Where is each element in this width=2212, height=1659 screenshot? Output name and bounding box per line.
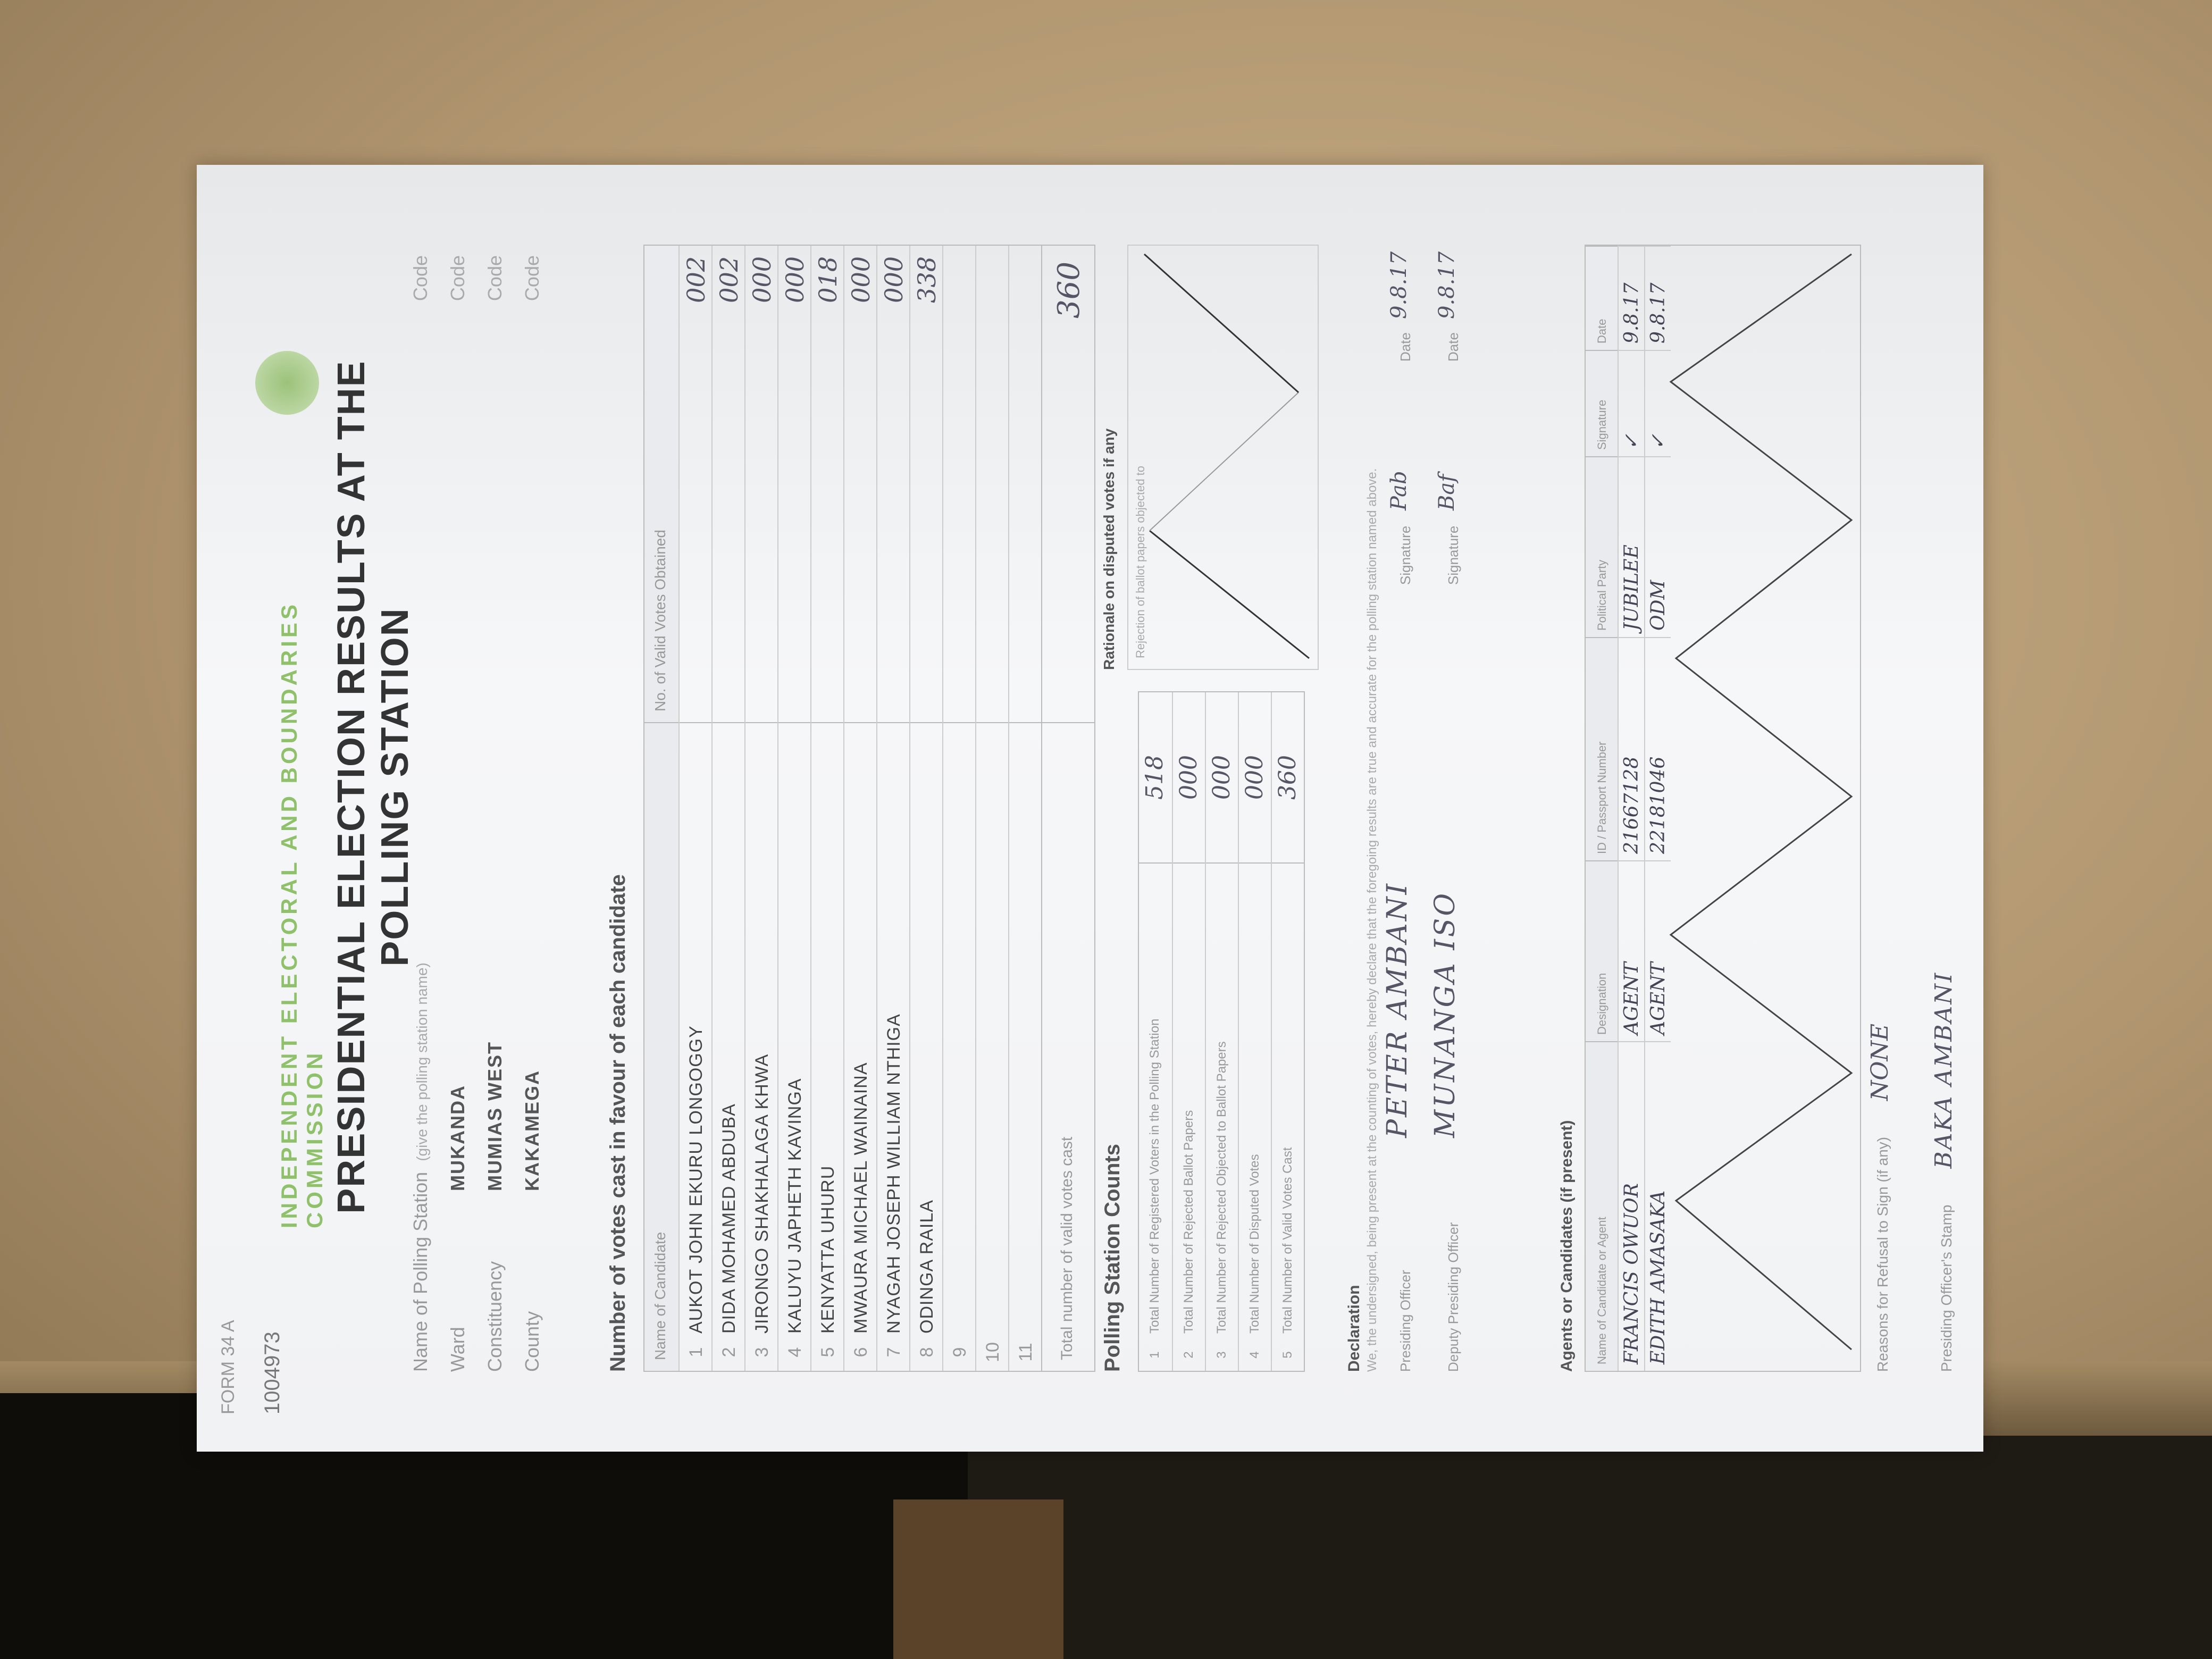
- declaration-text: We, the undersigned, being present at the counting of votes, hereby declare that the foregoing results are true and accurate for the polling station named above.: [1365, 468, 1379, 1372]
- candidate-row: [1008, 246, 1041, 1371]
- col-agent-name: Name of Candidate or Agent: [1586, 1041, 1618, 1371]
- candidates-heading: Number of votes cast in favour of each candidate: [606, 874, 630, 1372]
- station-counts-heading: Polling Station Counts: [1101, 1144, 1124, 1372]
- agent-signature: ✓: [1619, 350, 1644, 456]
- agent-signature: ✓: [1645, 350, 1671, 456]
- presiding-stamp-value: BAKA AMBANI: [1930, 971, 1957, 1169]
- candidate-row: [975, 246, 1008, 1371]
- agents-strike-lines: [1586, 244, 1862, 1371]
- candidate-row: [744, 246, 777, 1371]
- official-signature: Baf: [1435, 474, 1459, 510]
- candidate-name: KENYATTA UHURU: [811, 722, 843, 1334]
- candidate-number: 6: [851, 1347, 871, 1358]
- candidate-number: 9: [950, 1347, 970, 1358]
- col-candidate-name: Name of Candidate: [644, 722, 678, 1371]
- candidate-number: 3: [752, 1347, 772, 1358]
- official-date: 9.8.17: [1435, 251, 1459, 319]
- count-number: 1: [1147, 1351, 1162, 1359]
- candidate-row: [711, 246, 744, 1371]
- candidate-number: 7: [884, 1347, 904, 1358]
- agent-id: 21667128: [1619, 637, 1644, 860]
- col-political-party: Political Party: [1586, 456, 1618, 637]
- count-value: 000: [1208, 755, 1235, 800]
- candidate-votes: 002: [715, 256, 743, 303]
- count-label: Total Number of Rejected Objected to Ballot Papers: [1206, 862, 1238, 1339]
- candidate-row: [843, 246, 876, 1371]
- official-name: PETER AMBANI: [1381, 882, 1413, 1138]
- code-label: Code: [409, 255, 431, 301]
- candidate-name: NYAGAH JOSEPH WILLIAM NTHIGA: [877, 722, 909, 1334]
- candidate-votes: 018: [814, 256, 842, 303]
- agent-name: FRANCIS OWUOR: [1619, 1041, 1644, 1371]
- constituency-row: [484, 255, 521, 1372]
- constituency-value: MUMIAS WEST: [484, 1041, 506, 1191]
- refusal-value: NONE: [1866, 1024, 1893, 1101]
- code-label: Code: [521, 255, 543, 301]
- form-34a-document: [197, 165, 1983, 1452]
- code-label: Code: [447, 255, 468, 301]
- candidate-name: KALUYU JAPHETH KAVINGA: [778, 722, 810, 1334]
- count-value: 518: [1141, 755, 1168, 800]
- official-label: Deputy Presiding Officer: [1445, 1222, 1461, 1372]
- rejected-rationale-section: [1101, 245, 1324, 670]
- agent-designation: AGENT: [1619, 860, 1644, 1041]
- count-number: 3: [1214, 1351, 1229, 1359]
- count-number: 4: [1247, 1351, 1262, 1359]
- candidate-row: [678, 246, 711, 1371]
- candidate-row: [876, 246, 909, 1371]
- rejected-heading: Rationale on disputed votes if any: [1101, 428, 1117, 670]
- form-number: FORM 34 A: [218, 1320, 238, 1414]
- col-valid-votes: No. of Valid Votes Obtained: [652, 530, 668, 711]
- count-label: Total Number of Disputed Votes: [1239, 862, 1271, 1339]
- candidate-name: JIRONGO SHAKHALAGA KHWA: [745, 722, 777, 1334]
- candidate-name: AUKOT JOHN EKURU LONGOGGY: [680, 722, 711, 1334]
- rejected-subheading: Rejection of ballot papers objected to: [1134, 465, 1147, 658]
- date-label: Date: [1397, 332, 1413, 362]
- count-label: Total Number of Valid Votes Cast: [1272, 862, 1304, 1339]
- candidate-name: [943, 722, 975, 1334]
- candidate-number: 4: [785, 1347, 805, 1358]
- candidate-votes: 002: [682, 256, 710, 303]
- candidate-name: ODINGA RAILA: [910, 722, 942, 1334]
- official-signature: Pab: [1387, 471, 1411, 510]
- count-number: 5: [1280, 1351, 1295, 1359]
- count-value: 000: [1175, 755, 1202, 800]
- official-label: Presiding Officer: [1397, 1270, 1413, 1372]
- col-designation: Designation: [1586, 860, 1618, 1041]
- official-row: [1429, 245, 1477, 1372]
- total-value: 360: [1052, 262, 1086, 319]
- ward-label: Ward: [447, 1327, 468, 1372]
- agents-table: [1585, 245, 1861, 1372]
- candidate-number: 10: [983, 1342, 1003, 1362]
- agent-id: 22181046: [1645, 637, 1671, 860]
- declaration-section: [1345, 245, 1477, 1372]
- station-info: [409, 255, 558, 1372]
- signature-label: Signature: [1397, 525, 1413, 585]
- agent-party: JUBILEE: [1619, 456, 1644, 637]
- date-label: Date: [1445, 332, 1461, 362]
- col-id-number: ID / Passport Number: [1586, 637, 1618, 860]
- candidate-row: [942, 246, 975, 1371]
- official-date: 9.8.17: [1387, 251, 1411, 319]
- county-label: County: [521, 1311, 543, 1372]
- candidate-number: 5: [818, 1347, 838, 1358]
- count-row: [1139, 692, 1172, 1371]
- official-row: [1381, 245, 1429, 1372]
- candidate-row: [810, 246, 843, 1371]
- candidate-name: [1009, 722, 1041, 1334]
- count-value: 000: [1241, 755, 1268, 800]
- agent-designation: AGENT: [1645, 860, 1671, 1041]
- agent-date: 9.8.17: [1619, 246, 1644, 350]
- rejected-box: [1127, 245, 1319, 670]
- wood-block: [893, 1499, 1063, 1659]
- cancel-strike-lines: [1128, 244, 1320, 669]
- candidate-votes: 000: [879, 256, 908, 303]
- candidate-row: [777, 246, 810, 1371]
- station-counts-table: [1138, 691, 1305, 1372]
- agents-section: [1558, 245, 1861, 1372]
- candidate-votes: 338: [912, 256, 941, 303]
- agent-name: EDITH AMASAKA: [1645, 1041, 1671, 1371]
- count-row: [1205, 692, 1238, 1371]
- candidate-votes: 000: [847, 256, 875, 303]
- count-row: [1271, 692, 1304, 1371]
- candidate-row: [909, 246, 942, 1371]
- candidates-table: [643, 245, 1095, 1372]
- count-label: Total Number of Rejected Ballot Papers: [1173, 862, 1205, 1339]
- official-name: MUNANGA ISO: [1429, 891, 1461, 1138]
- candidate-number: 1: [686, 1347, 706, 1358]
- candidates-table-header: [644, 246, 678, 1371]
- col-signature: Signature: [1586, 350, 1618, 456]
- polling-station-row: [409, 255, 447, 1372]
- agents-heading: Agents or Candidates (if present): [1558, 1120, 1576, 1372]
- county-value: KAKAMEGA: [521, 1070, 543, 1191]
- candidate-name: [976, 722, 1008, 1334]
- county-row: [521, 255, 558, 1372]
- presiding-stamp-row: [1930, 245, 1957, 1372]
- serial-number: 1004973: [261, 1331, 284, 1414]
- agent-date: 9.8.17: [1645, 246, 1671, 350]
- code-label: Code: [484, 255, 506, 301]
- count-row: [1238, 692, 1271, 1371]
- ward-value: MUKANDA: [447, 1085, 468, 1191]
- candidate-name: MWAURA MICHAEL WAINAINA: [844, 722, 876, 1334]
- candidate-votes: 000: [781, 256, 809, 303]
- candidate-number: 11: [1016, 1343, 1036, 1362]
- total-valid-votes-row: [1041, 246, 1094, 1371]
- refusal-label: Reasons for Refusal to Sign (if any): [1874, 1137, 1891, 1372]
- col-date: Date: [1586, 246, 1618, 350]
- commission-name: INDEPENDENT ELECTORAL AND BOUNDARIES COMMISSION: [276, 601, 327, 1228]
- candidate-name: DIDA MOHAMED ABDUBA: [713, 722, 744, 1334]
- candidate-votes: 000: [748, 256, 776, 303]
- presiding-stamp-label: Presiding Officer's Stamp: [1938, 1204, 1955, 1372]
- candidate-number: 8: [917, 1347, 937, 1358]
- signature-label: Signature: [1445, 525, 1461, 585]
- document-wrapper: [170, 138, 2010, 1478]
- count-row: [1172, 692, 1205, 1371]
- count-value: 360: [1274, 755, 1301, 800]
- declaration-heading: Declaration: [1345, 1285, 1363, 1372]
- count-label: Total Number of Registered Voters in the Polling Station: [1139, 862, 1172, 1339]
- agent-party: ODM: [1645, 456, 1671, 637]
- refusal-reasons: [1866, 245, 1893, 1372]
- ward-row: [447, 255, 484, 1372]
- constituency-label: Constituency: [484, 1261, 506, 1372]
- commission-logo-icon: [255, 351, 319, 415]
- total-label: Total number of valid votes cast: [1042, 722, 1094, 1371]
- polling-station-label: Name of Polling Station(give the polling station name): [409, 962, 431, 1372]
- count-number: 2: [1182, 1351, 1196, 1359]
- document-title: PRESIDENTIAL ELECTION RESULTS AT THE POLLING STATION: [330, 360, 416, 1214]
- candidate-number: 2: [719, 1347, 739, 1358]
